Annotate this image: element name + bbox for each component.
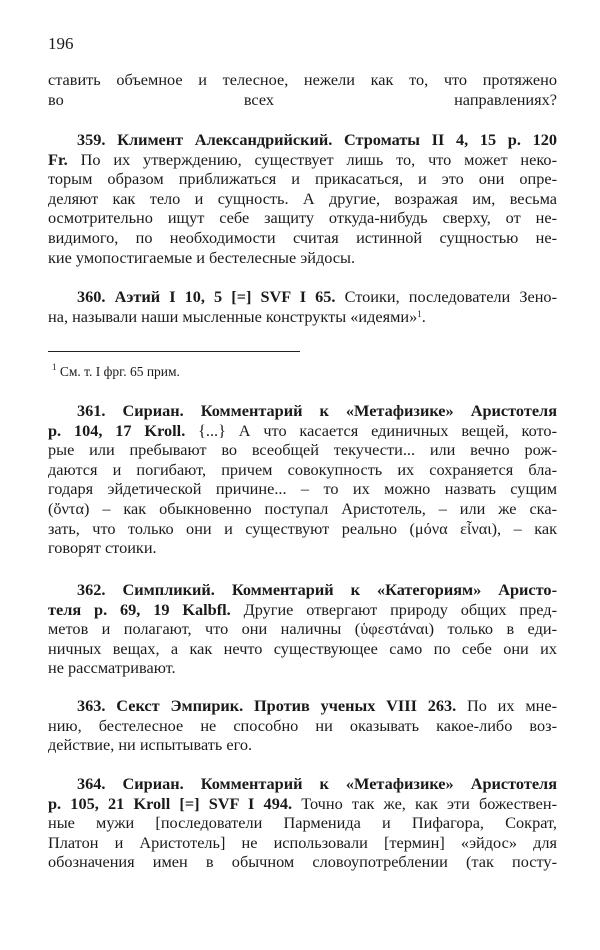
fragment-heading: 359. Климент Александрийский. Строматы II 4, 15 p. 120 bbox=[77, 130, 557, 149]
text-line bbox=[48, 287, 557, 307]
fragment-heading: 363. Секст Эмпирик. Против ученых VIII 263. bbox=[77, 696, 457, 715]
text-line bbox=[48, 499, 557, 519]
fragment-361 bbox=[48, 401, 557, 558]
text-line bbox=[48, 90, 557, 110]
text-line bbox=[48, 813, 557, 833]
text-span: видимого, по необходимости считая истинной сущностью не- bbox=[48, 227, 557, 247]
text-span: говорят стоики. bbox=[48, 538, 157, 558]
text-span: на, называли наши мысленные конструкты «идеями» bbox=[48, 306, 418, 326]
text-line bbox=[48, 519, 557, 539]
text-line bbox=[48, 600, 557, 620]
text-line bbox=[48, 580, 557, 600]
text-span: . bbox=[421, 306, 426, 326]
text-span: рые или пребывают во всеобщей текучести... или вечно рож- bbox=[48, 440, 557, 460]
text-line bbox=[48, 401, 557, 421]
text-span: деляют как тело и сущность. А другие, возражая им, весьма bbox=[48, 188, 557, 208]
text-span: Другие отвергают природу общих пред- bbox=[230, 599, 557, 619]
footnote-divider bbox=[48, 351, 300, 352]
text-span: Платон и Аристотель] не использовали [термин] «эйдос» для bbox=[48, 832, 557, 852]
text-span: метов и полагают, что они наличны (ὑφεστάναι) только в еди- bbox=[48, 619, 557, 639]
footnote-text: См. т. I фрг. 65 прим. bbox=[56, 364, 180, 379]
text-line bbox=[48, 479, 557, 499]
text-span: даются и погибают, причем совокупность их сохраняется бла- bbox=[48, 459, 557, 479]
text-span: обозначения имен в обычном словоупотреблении (так посту- bbox=[48, 852, 557, 872]
text-span: торым образом приближаться и прикасаться, и это они опре- bbox=[48, 169, 557, 189]
fragment-heading: 360. Аэтий I 10, 5 [=] SVF I 65. bbox=[77, 287, 336, 306]
text-span: не рассматривают. bbox=[48, 658, 176, 678]
footnote bbox=[52, 364, 180, 380]
fragment-363 bbox=[48, 696, 557, 755]
fragment-359 bbox=[48, 130, 557, 267]
text-line bbox=[48, 696, 557, 716]
text-line bbox=[48, 208, 557, 228]
text-line bbox=[48, 70, 557, 90]
fragment-heading: p. 104, 17 Kroll. bbox=[48, 420, 186, 440]
text-span: По их утверждению, существует лишь то, что может неко- bbox=[67, 149, 557, 169]
fragment-360 bbox=[48, 287, 557, 326]
fragment-362 bbox=[48, 580, 557, 678]
text-line bbox=[48, 421, 557, 441]
text-span: годаря эйдетической причине... – то их можно назвать сущим bbox=[48, 479, 557, 499]
text-span: ставить объемное и телесное, нежели как то, что протяжено bbox=[48, 70, 557, 89]
text-span: нию, бестелесное не способно ни оказывать какое-либо воз- bbox=[48, 715, 557, 735]
fragment-364 bbox=[48, 774, 557, 872]
text-span: зать, что только они и существуют реально (μόνα εἶναι), – как bbox=[48, 518, 557, 538]
text-line bbox=[48, 538, 557, 558]
text-line bbox=[48, 440, 557, 460]
text-line bbox=[48, 130, 557, 150]
text-span: (ὄντα) – как обыкновенно поступал Аристотель, – или же ска- bbox=[48, 498, 557, 518]
text-line bbox=[48, 150, 557, 170]
text-line bbox=[48, 716, 557, 736]
text-line bbox=[48, 852, 557, 872]
fragment-heading: 362. Симпликий. Комментарий к «Категориям» Аристо- bbox=[77, 580, 557, 599]
text-line bbox=[48, 658, 557, 678]
text-span: во всех направлениях? bbox=[48, 89, 557, 109]
text-line bbox=[48, 833, 557, 853]
text-line bbox=[48, 619, 557, 639]
text-span: осмотрительно ищут себе защиту откуда-нибудь сверху, от не- bbox=[48, 208, 557, 228]
text-line bbox=[48, 774, 557, 794]
text-span: По их мне- bbox=[456, 696, 557, 715]
fragment-heading: теля p. 69, 19 Kalbfl. bbox=[48, 599, 231, 619]
text-span: действие, ни испытывать его. bbox=[48, 735, 253, 755]
text-line bbox=[48, 794, 557, 814]
text-line bbox=[48, 189, 557, 209]
text-span: ничных вещах, а как нечто существующее само по себе они их bbox=[48, 638, 557, 658]
text-span: ные мужи [последователи Парменида и Пифагора, Сократ, bbox=[48, 813, 557, 833]
text-line bbox=[48, 460, 557, 480]
text-span: Стоики, последователи Зено- bbox=[335, 287, 557, 306]
text-span: {...} А что касается единичных вещей, кото- bbox=[185, 420, 557, 440]
text-span: Точно так же, как эти божествен- bbox=[292, 793, 558, 813]
paragraph-continuation bbox=[48, 70, 557, 109]
text-line bbox=[48, 307, 557, 327]
footnote-mark: 1 bbox=[52, 362, 57, 372]
fragment-heading: 364. Сириан. Комментарий к «Метафизике» Аристотеля bbox=[77, 774, 557, 793]
text-span: кие умопостигаемые и бестелесные эйдосы. bbox=[48, 247, 356, 267]
footnote-reference: 1 bbox=[417, 308, 422, 319]
text-line bbox=[48, 169, 557, 189]
fragment-heading: Fr. bbox=[48, 149, 68, 169]
fragment-heading: 361. Сириан. Комментарий к «Метафизике» Аристотеля bbox=[77, 401, 557, 420]
text-line bbox=[48, 248, 557, 268]
fragment-heading: p. 105, 21 Kroll [=] SVF I 494. bbox=[48, 793, 293, 813]
text-line bbox=[48, 228, 557, 248]
text-line bbox=[48, 735, 557, 755]
page-number: 196 bbox=[48, 34, 74, 53]
text-line bbox=[48, 639, 557, 659]
